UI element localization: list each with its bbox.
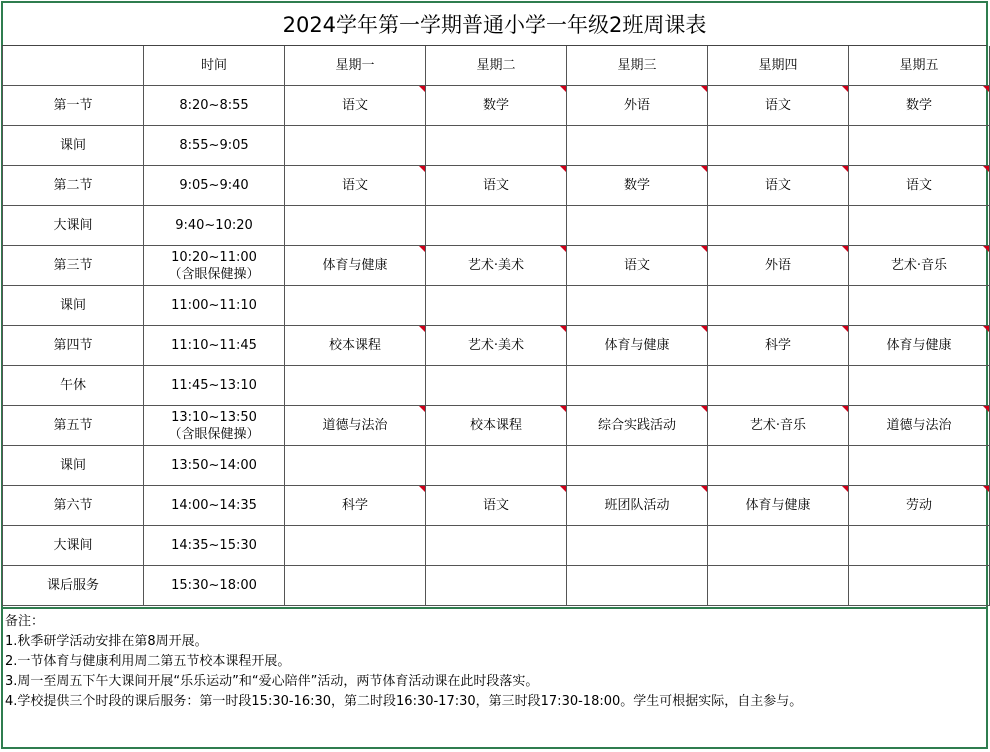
table-row [3,446,990,486]
note-item: 3.周一至周五下午大课间开展“乐乐运动”和“爱心陪伴”活动，两节体育活动课在此时段落实。 [5,674,539,689]
page-title: 2024学年第一学期普通小学一年级2班周课表 [2,2,987,46]
period-name-cell[interactable]: 第三节 [3,246,144,286]
subject-cell[interactable] [285,406,426,446]
comment-indicator-icon[interactable] [983,406,989,412]
subject-label: 语文 [623,258,650,273]
subject-cell[interactable] [567,206,708,246]
subject-cell[interactable] [567,246,708,286]
subject-label: 班团队活动 [604,498,670,513]
period-time-cell[interactable] [144,246,285,286]
period-time: 9:40~10:20 [175,218,253,233]
subject-cell[interactable] [426,486,567,526]
comment-indicator-icon[interactable] [419,486,425,492]
period-time: 14:35~15:30 [171,538,257,553]
subject-cell[interactable] [849,86,990,126]
header-cell-monday[interactable]: 星期一 [285,46,426,86]
subject-cell[interactable] [285,206,426,246]
table-row [3,406,990,446]
comment-indicator-icon[interactable] [983,166,989,172]
period-name-cell[interactable]: 课间 [3,446,144,486]
subject-cell[interactable] [849,526,990,566]
period-name-cell[interactable]: 第一节 [3,86,144,126]
subject-label: 语文 [482,178,509,193]
subject-cell[interactable] [849,246,990,286]
comment-indicator-icon[interactable] [701,86,707,92]
comment-indicator-icon[interactable] [560,406,566,412]
subject-cell[interactable] [426,326,567,366]
subject-cell[interactable] [849,166,990,206]
subject-cell[interactable] [849,566,990,606]
header-cell-corner[interactable] [3,46,144,86]
subject-label: 道德与法治 [322,418,388,433]
subject-cell[interactable] [567,366,708,406]
subject-cell[interactable] [708,566,849,606]
subject-cell[interactable] [708,366,849,406]
subject-cell[interactable] [708,86,849,126]
subject-cell[interactable] [567,86,708,126]
comment-indicator-icon[interactable] [701,246,707,252]
period-time: 11:10~11:45 [171,338,257,353]
comment-indicator-icon[interactable] [842,86,848,92]
subject-cell[interactable] [849,446,990,486]
period-name-cell[interactable]: 第四节 [3,326,144,366]
subject-label: 数学 [482,98,509,113]
period-time-cell[interactable] [144,206,285,246]
table-row [3,566,990,606]
note-item: 4.学校提供三个时段的课后服务：第一时段15:30-16:30，第二时段16:30-17:30，第三时段17:30-18:00。学生可根据实际，自主参与。 [5,694,803,709]
subject-cell[interactable] [285,286,426,326]
comment-indicator-icon[interactable] [419,326,425,332]
header-cell-friday[interactable]: 星期五 [849,46,990,86]
subject-cell[interactable] [285,366,426,406]
table-row [3,86,990,126]
comment-indicator-icon[interactable] [701,486,707,492]
header-cell-tuesday[interactable]: 星期二 [426,46,567,86]
period-time-cell[interactable] [144,526,285,566]
table-row [3,246,990,286]
subject-label: 语文 [482,498,509,513]
subject-cell[interactable] [426,406,567,446]
subject-cell[interactable] [849,126,990,166]
comment-indicator-icon[interactable] [983,246,989,252]
comment-indicator-icon[interactable] [701,326,707,332]
subject-cell[interactable] [708,326,849,366]
period-time: 13:50~14:00 [171,458,257,473]
subject-label: 体育与健康 [604,338,670,353]
period-time: 15:30~18:00 [171,578,257,593]
comment-indicator-icon[interactable] [983,486,989,492]
subject-cell[interactable] [708,486,849,526]
comment-indicator-icon[interactable] [560,326,566,332]
subject-cell[interactable] [426,366,567,406]
subject-label: 校本课程 [469,418,522,433]
subject-cell[interactable] [849,486,990,526]
period-time: 8:20~8:55 [179,98,249,113]
notes-heading: 备注： [5,614,45,629]
subject-cell[interactable] [285,486,426,526]
subject-label: 体育与健康 [886,338,952,353]
period-time-cell[interactable] [144,126,285,166]
subject-cell[interactable] [708,166,849,206]
period-time-cell[interactable] [144,406,285,446]
subject-label: 体育与健康 [322,258,388,273]
period-name-cell[interactable]: 课间 [3,286,144,326]
table-row [3,326,990,366]
comment-indicator-icon[interactable] [419,406,425,412]
period-name-cell[interactable]: 午休 [3,366,144,406]
period-name-cell[interactable]: 大课间 [3,206,144,246]
subject-label: 艺术·美术 [467,258,525,273]
table-row [3,526,990,566]
subject-label: 道德与法治 [886,418,952,433]
period-time-cell[interactable] [144,366,285,406]
period-time-cell[interactable] [144,86,285,126]
subject-cell[interactable] [567,526,708,566]
subject-label: 劳动 [905,498,932,513]
subject-cell[interactable] [567,286,708,326]
comment-indicator-icon[interactable] [419,166,425,172]
subject-label: 艺术·音乐 [890,258,948,273]
subject-cell[interactable] [567,326,708,366]
notes-section [2,607,987,749]
period-time: 13:10~13:50 [171,409,257,425]
subject-cell[interactable] [285,526,426,566]
subject-cell[interactable] [708,526,849,566]
comment-indicator-icon[interactable] [842,406,848,412]
header-cell-thursday[interactable]: 星期四 [708,46,849,86]
comment-indicator-icon[interactable] [842,246,848,252]
subject-label: 综合实践活动 [597,418,676,433]
subject-cell[interactable] [426,566,567,606]
period-name-cell[interactable]: 第六节 [3,486,144,526]
subject-cell[interactable] [426,126,567,166]
period-time: 11:00~11:10 [171,298,257,313]
subject-cell[interactable] [567,406,708,446]
comment-indicator-icon[interactable] [560,486,566,492]
period-time-cell[interactable] [144,486,285,526]
period-time-note: （含眼保健操） [168,266,260,282]
subject-cell[interactable] [285,86,426,126]
comment-indicator-icon[interactable] [419,86,425,92]
period-time: 11:45~13:10 [171,378,257,393]
comment-indicator-icon[interactable] [983,86,989,92]
period-time-cell[interactable] [144,166,285,206]
subject-cell[interactable] [426,286,567,326]
subject-label: 外语 [623,98,650,113]
timetable-grid [2,46,990,606]
subject-label: 语文 [905,178,932,193]
subject-label: 数学 [905,98,932,113]
comment-indicator-icon[interactable] [560,246,566,252]
subject-label: 体育与健康 [745,498,811,513]
subject-cell[interactable] [285,326,426,366]
subject-cell[interactable] [285,566,426,606]
comment-indicator-icon[interactable] [560,166,566,172]
note-item: 1.秋季研学活动安排在第8周开展。 [5,634,208,649]
subject-cell[interactable] [567,486,708,526]
comment-indicator-icon[interactable] [419,246,425,252]
table-row [3,486,990,526]
period-name-cell[interactable]: 第五节 [3,406,144,446]
subject-cell[interactable] [849,326,990,366]
subject-cell[interactable] [708,126,849,166]
subject-label: 语文 [764,98,791,113]
subject-label: 语文 [341,98,368,113]
period-name-cell[interactable]: 大课间 [3,526,144,566]
subject-cell[interactable] [285,446,426,486]
subject-cell[interactable] [849,206,990,246]
subject-cell[interactable] [708,246,849,286]
period-time-cell[interactable] [144,286,285,326]
subject-label: 科学 [341,498,368,513]
subject-cell[interactable] [708,406,849,446]
subject-label: 艺术·美术 [467,338,525,353]
period-time: 10:20~11:00 [171,249,257,265]
subject-cell[interactable] [426,206,567,246]
subject-cell[interactable] [849,286,990,326]
table-row [3,126,990,166]
period-name-cell[interactable]: 课后服务 [3,566,144,606]
subject-label: 语文 [764,178,791,193]
subject-cell[interactable] [426,166,567,206]
subject-cell[interactable] [285,166,426,206]
subject-cell[interactable] [426,86,567,126]
table-row [3,166,990,206]
subject-cell[interactable] [285,126,426,166]
subject-label: 数学 [623,178,650,193]
subject-cell[interactable] [708,446,849,486]
period-name-cell[interactable]: 课间 [3,126,144,166]
period-time-note: （含眼保健操） [168,426,260,442]
comment-indicator-icon[interactable] [842,166,848,172]
subject-cell[interactable] [567,166,708,206]
subject-cell[interactable] [426,446,567,486]
table-row [3,366,990,406]
period-time: 14:00~14:35 [171,498,257,513]
period-time-cell[interactable] [144,566,285,606]
header-cell-wednesday[interactable]: 星期三 [567,46,708,86]
subject-cell[interactable] [426,246,567,286]
period-time: 8:55~9:05 [179,138,249,153]
period-name-cell[interactable]: 第二节 [3,166,144,206]
subject-cell[interactable] [567,566,708,606]
subject-cell[interactable] [708,286,849,326]
header-cell-time[interactable]: 时间 [144,46,285,86]
comment-indicator-icon[interactable] [701,406,707,412]
subject-label: 艺术·音乐 [749,418,807,433]
subject-cell[interactable] [567,126,708,166]
period-time-cell[interactable] [144,326,285,366]
subject-cell[interactable] [849,406,990,446]
subject-cell[interactable] [285,246,426,286]
table-row [3,286,990,326]
comment-indicator-icon[interactable] [983,326,989,332]
subject-label: 校本课程 [328,338,381,353]
subject-label: 外语 [764,258,791,273]
table-row [3,206,990,246]
subject-cell[interactable] [849,366,990,406]
note-item: 2.一节体育与健康利用周二第五节校本课程开展。 [5,654,291,669]
period-time-cell[interactable] [144,446,285,486]
comment-indicator-icon[interactable] [842,326,848,332]
subject-cell[interactable] [567,446,708,486]
header-row [3,46,990,86]
comment-indicator-icon[interactable] [842,486,848,492]
period-time: 9:05~9:40 [179,178,249,193]
subject-label: 语文 [341,178,368,193]
subject-cell[interactable] [708,206,849,246]
subject-label: 科学 [764,338,791,353]
subject-cell[interactable] [426,526,567,566]
comment-indicator-icon[interactable] [701,166,707,172]
comment-indicator-icon[interactable] [560,86,566,92]
